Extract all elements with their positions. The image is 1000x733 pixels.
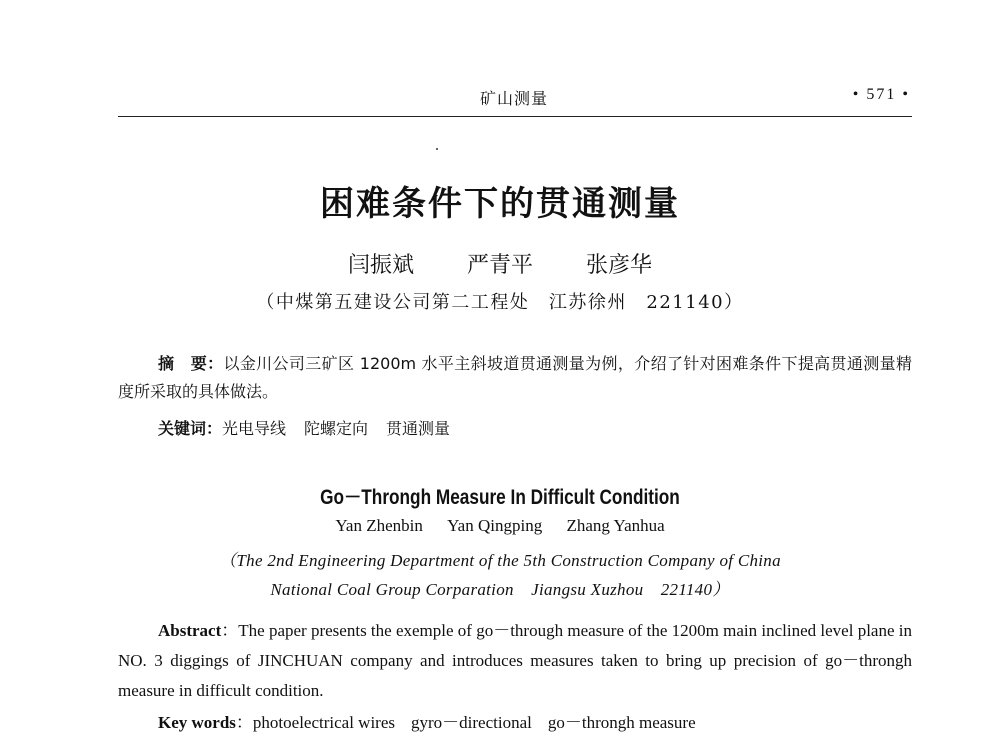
- page-header: [118, 86, 910, 114]
- abstract-en: [118, 616, 912, 706]
- abstract-cn: [118, 350, 912, 406]
- keyword-cn-2: 陀螺定向: [304, 419, 369, 438]
- abstract-en-text: The paper presents the exemple of go－through measure of the 1200m main inclined level plane in NO. 3 diggings of JINCHUAN company and introduces measures taken to bring up precision of go－throngh measure in difficult condition.: [118, 621, 913, 700]
- affiliation-en: [0, 546, 1000, 604]
- keyword-en-1: photoelectrical wires: [252, 713, 395, 732]
- abstract-en-separator: ：: [221, 621, 239, 640]
- keywords-cn-label: 关键词：: [158, 419, 223, 438]
- author-en-2: Yan Qingping: [447, 516, 543, 535]
- affiliation-en-line1: （The 2nd Engineering Department of the 5th Construction Company of China: [219, 551, 781, 570]
- header-rule: [118, 116, 912, 117]
- abstract-cn-label: 摘 要：: [158, 354, 224, 373]
- keyword-cn-1: 光电导线: [222, 419, 287, 438]
- authors-en: [0, 516, 1000, 536]
- running-title: 矿山测量: [479, 89, 548, 108]
- article-title-cn: 困难条件下的贯通测量: [320, 184, 680, 224]
- keyword-cn-3: 贯通测量: [386, 419, 451, 438]
- keywords-cn: [158, 416, 450, 439]
- author-en-1: Yan Zhenbin: [335, 516, 423, 535]
- page-number: • 571 •: [852, 86, 910, 103]
- article-title-en: Go－Throngh Measure In Difficult Condition: [320, 486, 680, 509]
- affiliation-en-line2: National Coal Group Corparation Jiangsu Xuzhou 221140）: [270, 580, 730, 599]
- authors-cn: [0, 248, 1000, 279]
- keywords-en-label: Key words: [158, 713, 236, 732]
- keyword-en-2: gyro－directional: [411, 713, 532, 732]
- keywords-en: [158, 708, 696, 733]
- scan-speck: [436, 148, 438, 150]
- abstract-cn-text: 以金川公司三矿区 1200m 水平主斜坡道贯通测量为例，介绍了针对困难条件下提高贯通测量精度所采取的具体做法。: [118, 354, 912, 401]
- keywords-en-separator: ：: [235, 713, 253, 732]
- keyword-en-3: go－throngh measure: [547, 713, 696, 732]
- author-cn-1: 闫振斌: [347, 253, 414, 278]
- author-cn-2: 严青平: [466, 253, 533, 278]
- author-en-3: Zhang Yanhua: [566, 516, 665, 535]
- abstract-en-label: Abstract: [158, 621, 222, 640]
- author-cn-3: 张彦华: [586, 253, 653, 278]
- affiliation-cn: （中煤第五建设公司第二工程处 江苏徐州 221140）: [256, 292, 744, 313]
